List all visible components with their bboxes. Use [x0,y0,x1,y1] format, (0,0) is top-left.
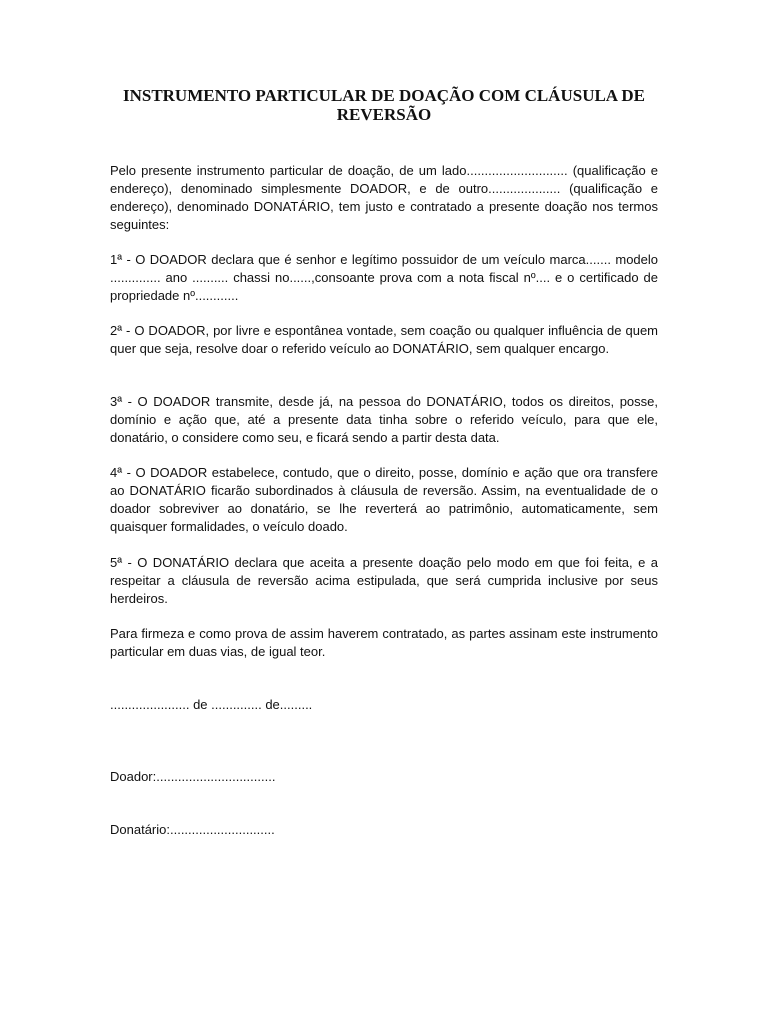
intro-paragraph: Pelo presente instrumento particular de doação, de um lado............................ (qualificação e endereço), denominado simplesmente DOADOR, e de outro.................... (qualificação e endereço), denominado DONATÁRIO, tem justo e contratado a presente doação nos termos seguintes: [110,163,658,232]
document-title: INSTRUMENTO PARTICULAR DE DOAÇÃO COM CLÁUSULA DE REVERSÃO [122,86,646,124]
clause-5-paragraph: 5ª - O DONATÁRIO declara que aceita a presente doação pelo modo em que foi feita, e a respeitar a cláusula de reversão acima estipulada, que será cumprida inclusive por seus herdeiros. [110,555,658,606]
clause-4-paragraph: 4ª - O DOADOR estabelece, contudo, que o direito, posse, domínio e ação que ora transfere ao DONATÁRIO ficarão subordinados à cláusula de reversão. Assim, na eventualidade de o doador sobreviver ao donatário, se lhe reverterá ao patrimônio, automaticamente, sem quaisquer formalidades, o veículo doado. [110,465,658,534]
clause-3-paragraph: 3ª - O DOADOR transmite, desde já, na pessoa do DONATÁRIO, todos os direitos, posse, domínio e ação que, até a presente data tinha sobre o referido veículo, para que ele, donatário, o considere como seu, e ficará sendo a partir desta data. [110,394,658,445]
clause-2-paragraph: 2ª - O DOADOR, por livre e espontânea vontade, sem coação ou qualquer influência de quem quer que seja, resolve doar o referido veículo ao DONATÁRIO, sem qualquer encargo. [110,323,658,356]
signature-doador: Doador:................................. [110,769,276,784]
clause-1-paragraph: 1ª - O DOADOR declara que é senhor e legítimo possuidor de um veículo marca....... modelo .............. ano .......... chassi no......,consoante prova com a nota fiscal nº.... e o certificado de propriedade nº............ [110,252,658,303]
signature-donatario: Donatário:............................. [110,822,275,837]
date-line: ...................... de .............. de......... [110,697,313,712]
closing-paragraph: Para firmeza e como prova de assim haverem contratado, as partes assinam este instrumento particular em duas vias, de igual teor. [110,626,658,659]
